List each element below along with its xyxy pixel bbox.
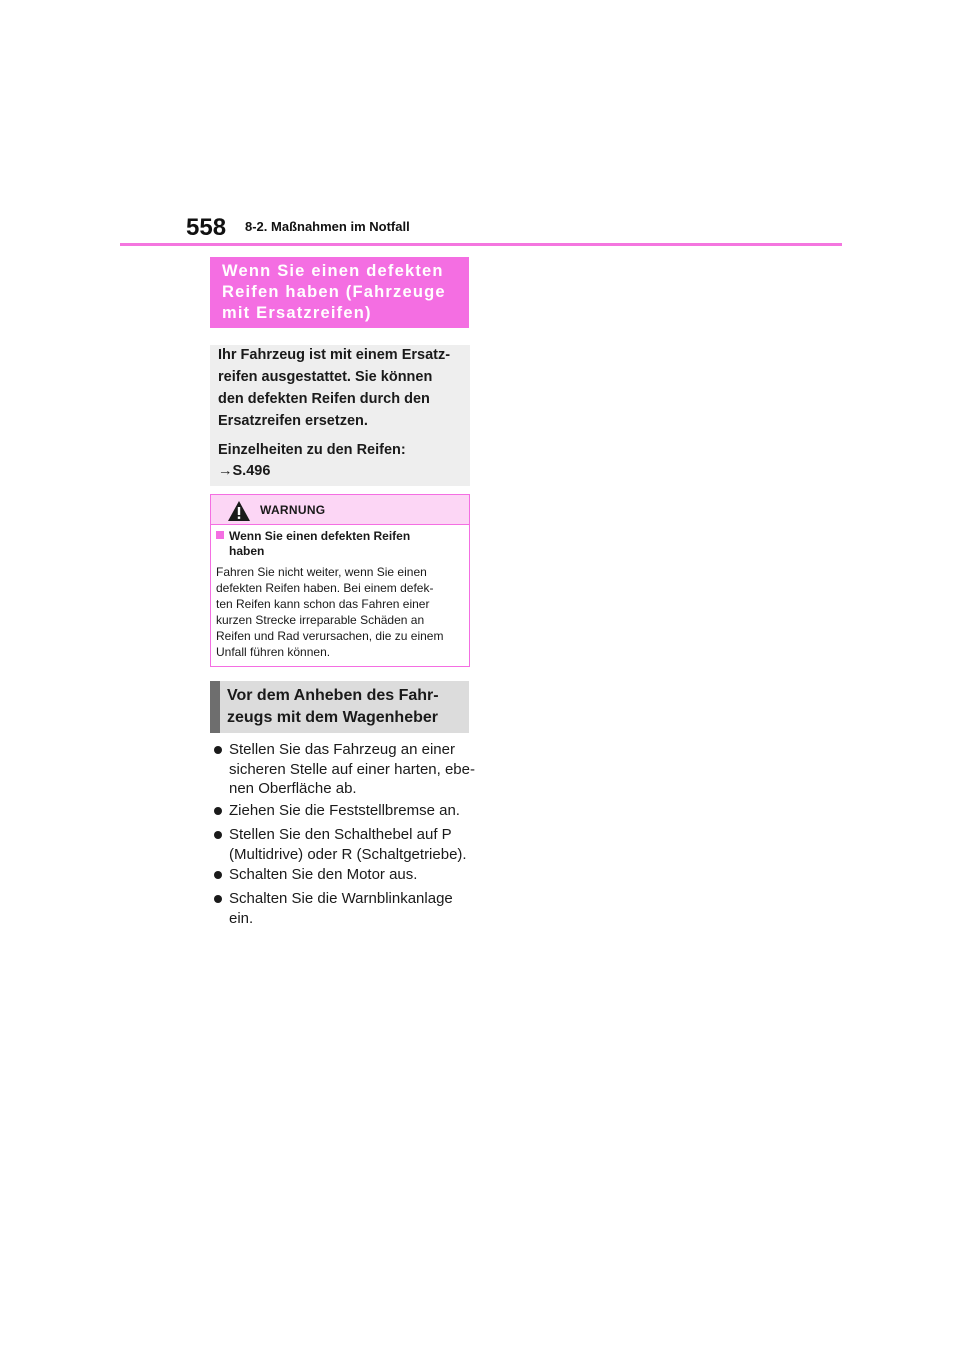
page-reference-link[interactable]: →S.496 [218, 463, 271, 479]
bullet-icon [214, 831, 222, 839]
heading-line: Reifen haben (Fahrzeuge [222, 283, 446, 301]
warning-body-line: Reifen und Rad verursachen, die zu einem [216, 629, 444, 643]
square-bullet-icon [216, 531, 224, 539]
section-heading-before-jacking [210, 681, 469, 733]
info-line: Ihr Fahrzeug ist mit einem Ersatz- [218, 347, 451, 363]
details-label: Einzelheiten zu den Reifen: [218, 442, 406, 458]
list-item-text [229, 889, 479, 928]
list-item-line: Stellen Sie das Fahrzeug an einer [229, 741, 455, 758]
list-item-line: ein. [229, 909, 254, 927]
heading-line: Vor dem Anheben des Fahr- [227, 687, 439, 704]
list-item-line: sicheren Stelle auf einer harten, ebe- [229, 760, 475, 778]
list-item-line: Ziehen Sie die Feststellbremse an. [229, 802, 460, 819]
info-line: den defekten Reifen durch den [218, 391, 430, 407]
bullet-icon [214, 895, 222, 903]
warning-title: WARNUNG [260, 503, 326, 517]
bullet-icon [214, 746, 222, 754]
info-box [210, 345, 470, 486]
header-divider [120, 243, 842, 246]
warning-body-line: kurzen Strecke irreparable Schäden an [216, 613, 425, 627]
warning-triangle-icon [227, 500, 251, 522]
heading-line: zeugs mit dem Wagenheber [227, 709, 438, 726]
warning-subtitle [229, 529, 459, 559]
list-item-text [229, 865, 479, 885]
warning-body-line: Fahren Sie nicht weiter, wenn Sie einen [216, 565, 427, 579]
list-item-text [229, 801, 479, 821]
heading-accent-bar [210, 681, 220, 733]
heading-line: Wenn Sie einen defekten [222, 262, 444, 280]
warning-subtitle-line: Wenn Sie einen defekten Reifen [229, 529, 411, 543]
warning-body-line: defekten Reifen haben. Bei einem defek- [216, 581, 434, 595]
list-item-text [229, 825, 479, 864]
page-number: 558 [186, 214, 227, 241]
bullet-icon [214, 871, 222, 879]
list-item-line: Stellen Sie den Schalthebel auf P [229, 826, 452, 843]
list-item-line: Schalten Sie den Motor aus. [229, 866, 418, 883]
warning-header [211, 495, 469, 525]
warning-box [210, 494, 470, 667]
warning-body-line: Unfall führen können. [216, 645, 331, 659]
heading-text [227, 685, 465, 729]
warning-subtitle-line: haben [229, 544, 265, 558]
list-item-line: (Multidrive) oder R (Schaltgetriebe). [229, 845, 467, 863]
heading-line: mit Ersatzreifen) [222, 304, 372, 322]
list-item-line: Schalten Sie die Warnblinkanlage [229, 890, 453, 907]
section-heading-flat-tire [210, 257, 469, 328]
warning-body-line: ten Reifen kann schon das Fahren einer [216, 597, 430, 611]
section-title: 8-2. Maßnahmen im Notfall [245, 219, 410, 234]
warning-body [216, 564, 466, 660]
info-line: reifen ausgestattet. Sie können [218, 369, 433, 385]
list-item-text [229, 740, 479, 799]
bullet-icon [214, 807, 222, 815]
list-item-line: nen Oberfläche ab. [229, 780, 357, 797]
info-line: Ersatzreifen ersetzen. [218, 413, 368, 429]
